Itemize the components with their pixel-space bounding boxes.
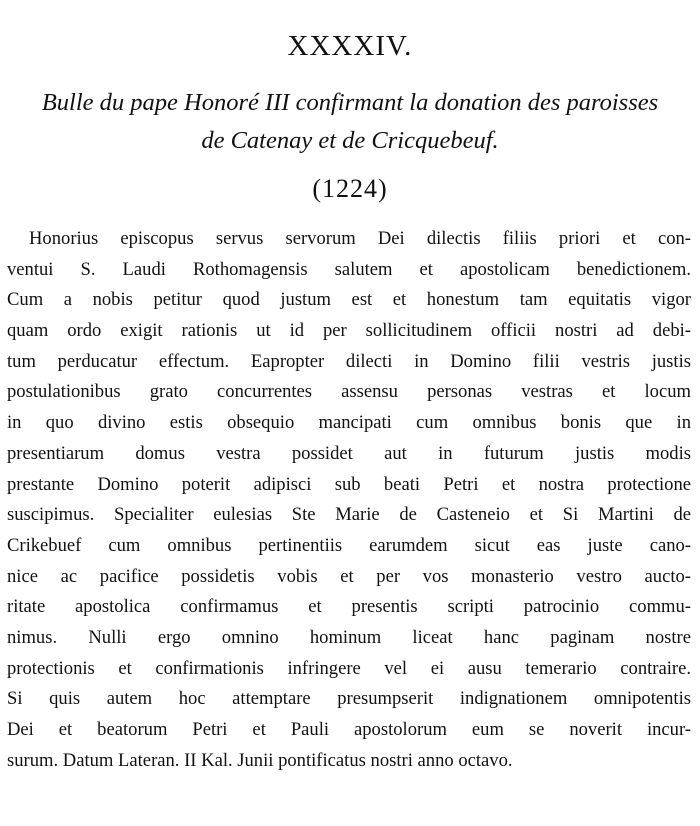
body-line: protectionis et confirmationis infringere vel ei ausu temerario contraire. — [7, 657, 691, 679]
body-line: quam ordo exigit rationis ut id per sollicitudinem officii nostri ad debi- — [7, 320, 691, 342]
body-line: Honorius episcopus servus servorum Dei dilectis filiis priori et con- — [29, 228, 691, 249]
body-line: postulationibus grato concurrentes assensu personas vestras et locum — [7, 381, 691, 403]
body-line: surum. Datum Lateran. II Kal. Junii pontificatus nostri anno octavo. — [7, 749, 513, 771]
body-line: Si quis autem hoc attemptare presumpserit indignationem omnipotentis — [7, 688, 691, 710]
charter-body — [7, 224, 691, 776]
charter-title-line: de Catenay et de Cricquebeuf. — [201, 127, 499, 154]
body-line: Dei et beatorum Petri et Pauli apostolorum eum se noverit incur- — [7, 719, 691, 740]
body-line: in quo divino estis obsequio mancipati cum omnibus bonis que in — [7, 412, 691, 434]
body-line: suscipimus. Specialiter eulesias Ste Marie de Casteneio et Si Martini de — [7, 504, 691, 526]
charter-year: (1224) — [312, 174, 388, 203]
body-line: prestante Domino poterit adipisci sub beati Petri et nostra protectione — [7, 473, 691, 495]
body-line: presentiarum domus vestra possidet aut in futurum justis modis — [7, 442, 691, 464]
body-line: Cum a nobis petitur quod justum est et honestum tam equitatis vigor — [7, 289, 691, 311]
body-line: ventui S. Laudi Rothomagensis salutem et apostolicam benedictionem. — [7, 258, 691, 280]
charter-number: XXXXIV. — [287, 30, 413, 62]
body-line: nimus. Nulli ergo omnino hominum liceat hanc paginam nostre — [7, 626, 691, 648]
charter-title-line: Bulle du pape Honoré III confirmant la donation des paroisses — [41, 89, 659, 116]
body-line: Crikebuef cum omnibus pertinentiis earumdem sicut eas juste cano- — [7, 534, 691, 556]
body-line: tum perducatur effectum. Eapropter dilecti in Domino filii vestris justis — [7, 350, 691, 372]
body-line: nice ac pacifice possidetis vobis et per vos monasterio vestro aucto- — [7, 565, 691, 587]
charter-title — [0, 84, 700, 160]
body-line: ritate apostolica confirmamus et presentis scripti patrocinio commu- — [7, 596, 691, 618]
